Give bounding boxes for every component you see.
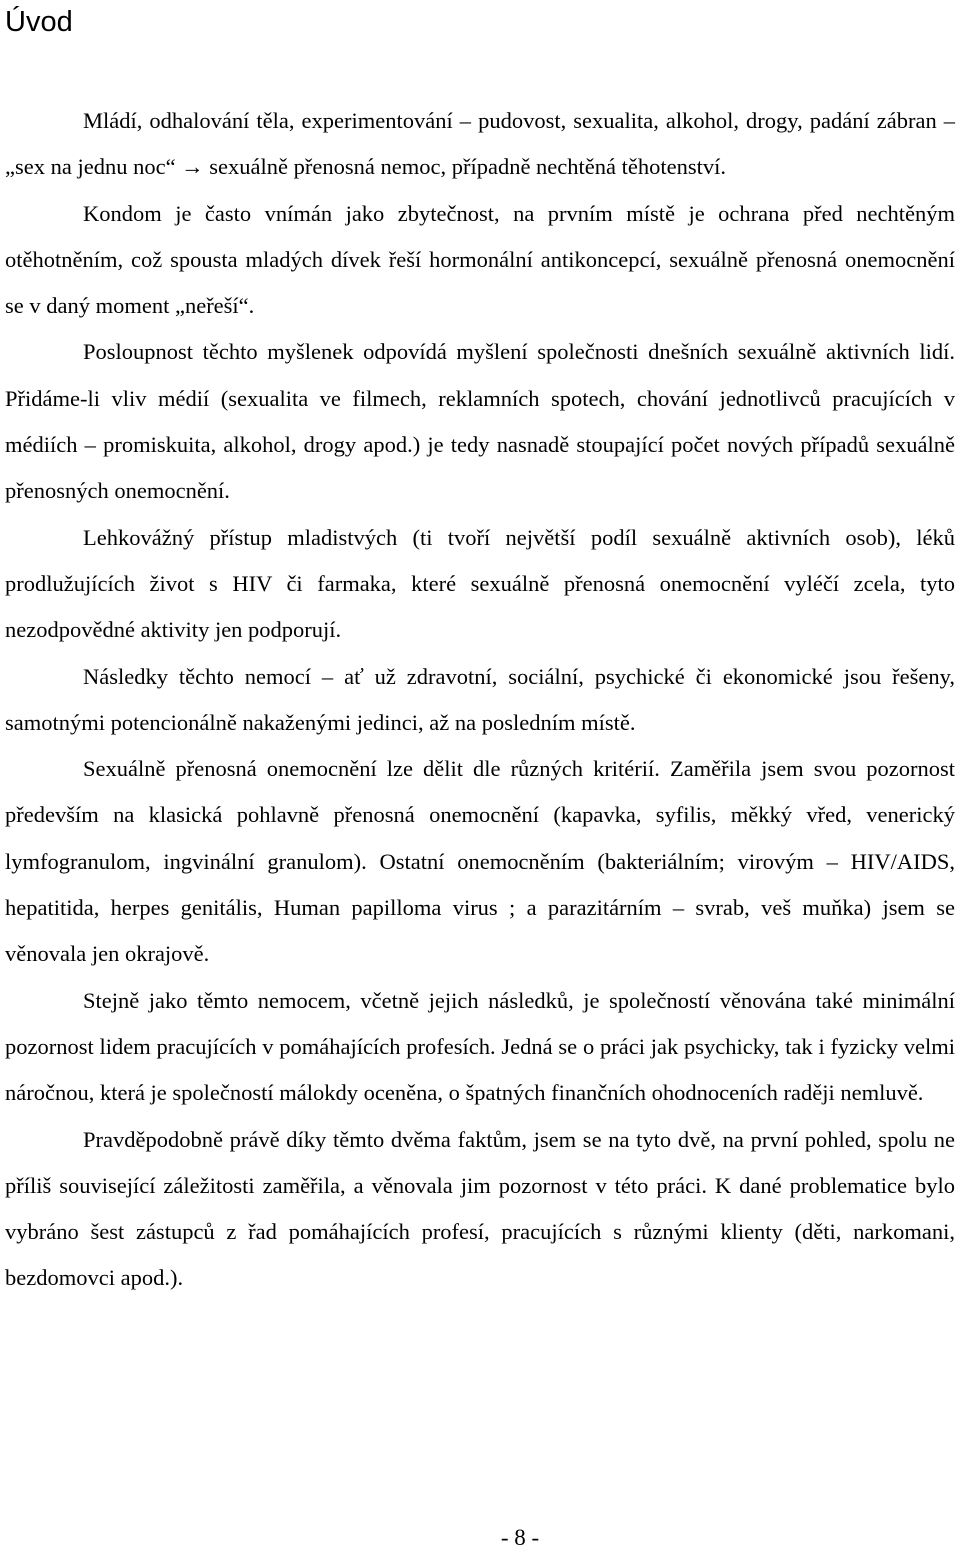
paragraph-2: Kondom je často vnímán jako zbytečnost, na prvním místě je ochrana před nechtěným otěhotněním, což spousta mladých dívek řeší hormonální antikoncepcí, sexuálně přenosná onemocnění se v daný moment „neřeší“. bbox=[5, 200, 955, 319]
paragraph-6: Sexuálně přenosná onemocnění lze dělit dle různých kritérií. Zaměřila jsem svou pozornost především na klasická pohlavně přenosná onemocnění (kapavka, syfilis, měkký vřed, venerický lymfogranulom, ingvinální granulom). Ostatní onemocněním (bakteriálním; virovým – HIV/AIDS, hepatitida, herpes genitális, Human papilloma virus ; a parazitárním – svrab, veš muňka) jsem se věnovala jen okrajově. bbox=[5, 756, 955, 967]
paragraph-4: Lehkovážný přístup mladistvých (ti tvoří největší podíl sexuálně aktivních osob), léků prodlužujících život s HIV či farmaka, které sexuálně přenosná onemocnění vyléčí zcela, tyto nezodpovědné aktivity jen podporují. bbox=[5, 524, 955, 643]
page-title: Úvod bbox=[5, 6, 73, 38]
paragraph-1: Mládí, odhalování těla, experimentování – pudovost, sexualita, alkohol, drogy, padání zábran – „sex na jednu noc“ → sexuálně přenosná nemoc, případně nechtěná těhotenství. bbox=[5, 108, 955, 180]
paragraph-7: Stejně jako těmto nemocem, včetně jejich následků, je společností věnována také minimální pozornost lidem pracujících v pomáhajících profesích. Jedná se o práci jak psychicky, tak i fyzicky velmi náročnou, která je společností málokdy oceněna, o špatných finančních ohodnoceních raději nemluvě. bbox=[5, 987, 955, 1106]
paragraph-5: Následky těchto nemocí – ať už zdravotní, sociální, psychické či ekonomické jsou řešeny, samotnými potencionálně nakaženými jedinci, až na posledním místě. bbox=[5, 663, 955, 735]
body-text bbox=[5, 98, 955, 1302]
paragraph-8: Pravděpodobně právě díky těmto dvěma faktům, jsem se na tyto dvě, na první pohled, spolu ne příliš související záležitosti zaměřila, a věnovala jim pozornost v této práci. K dané problematice bylo vybráno šest zástupců z řad pomáhajících profesí, pracujících s různými klienty (děti, narkomani, bezdomovci apod.). bbox=[5, 1126, 955, 1291]
page-number: - 8 - bbox=[500, 1525, 540, 1550]
paragraph-3: Posloupnost těchto myšlenek odpovídá myšlení společnosti dnešních sexuálně aktivních lidí. Přidáme-li vliv médií (sexualita ve filmech, reklamních spotech, chování jednotlivců pracujících v médiích – promiskuita, alkohol, drogy apod.) je tedy nasnadě stoupající počet nových případů sexuálně přenosných onemocnění. bbox=[5, 339, 955, 504]
